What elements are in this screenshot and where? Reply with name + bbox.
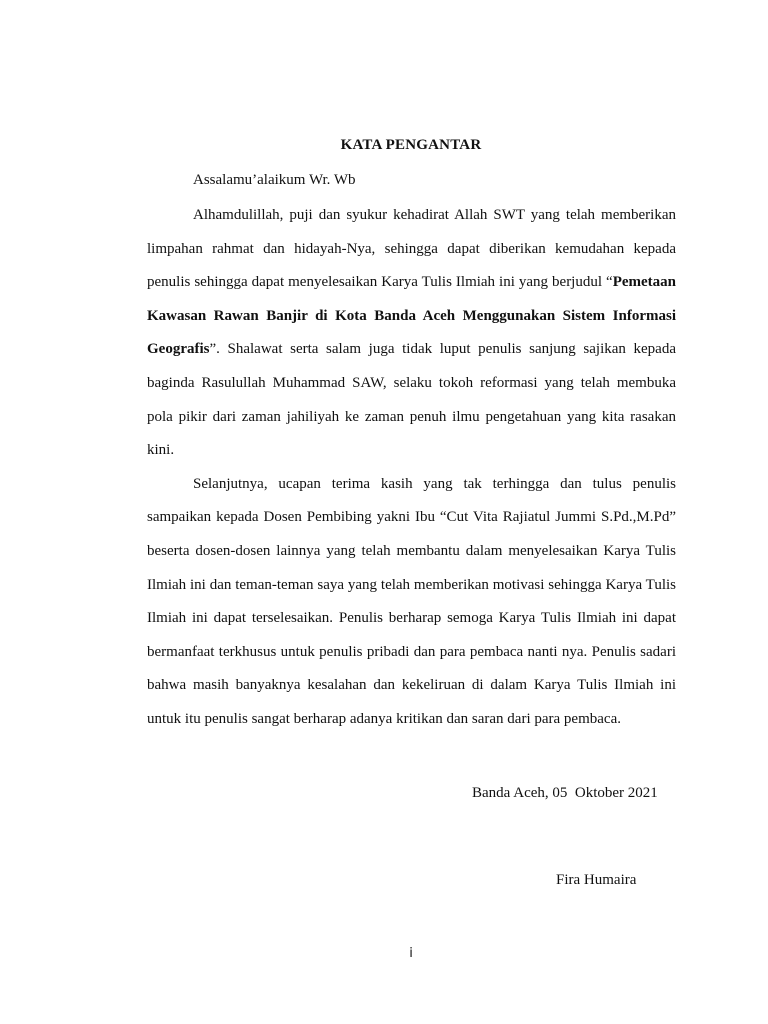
- salutation: Assalamu’alaikum Wr. Wb: [193, 172, 356, 188]
- author-name: Fira Humaira: [556, 872, 637, 888]
- paragraph1-text-end: ”. Shalawat serta salam juga tidak luput penulis sanjung sajikan kepada baginda Rasulullah Muhammad SAW, selaku tokoh reformasi yang telah membuka pola pikir dari zaman jahiliyah ke zaman penuh ilmu pengetahuan yang kita rasakan kini.: [147, 341, 676, 459]
- body-text: [147, 199, 676, 737]
- page-title: KATA PENGANTAR: [340, 137, 482, 153]
- page-number: i: [409, 946, 413, 961]
- thesis-title: Pemetaan Kawasan Rawan Banjir di Kota Banda Aceh Menggunakan Sistem Informasi Geografis: [147, 274, 676, 358]
- place-date: Banda Aceh, 05 Oktober 2021: [472, 785, 658, 801]
- paragraph-thanks: Selanjutnya, ucapan terima kasih yang tak terhingga dan tulus penulis sampaikan kepada Dosen Pembibing yakni Ibu “Cut Vita Rajiatul Jummi S.Pd.,M.Pd” beserta dosen-dosen lainnya yang telah membantu dalam menyelesaikan Karya Tulis Ilmiah ini dan teman-teman saya yang telah memberikan motivasi sehingga Karya Tulis Ilmiah ini dapat terselesaikan. Penulis berharap semoga Karya Tulis Ilmiah ini dapat bermanfaat terkhusus untuk penulis pribadi dan para pembaca nanti nya. Penulis sadari bahwa masih banyaknya kesalahan dan kekeliruan di dalam Karya Tulis Ilmiah ini untuk itu penulis sangat berharap adanya kritikan dan saran dari para pembaca.: [147, 475, 676, 727]
- paragraph-acknowledgement: [147, 199, 676, 468]
- paragraph1-text-start: Alhamdulillah, puji dan syukur kehadirat Allah SWT yang telah memberikan limpahan rahmat dan hidayah-Nya, sehingga dapat diberikan kemudahan kepada penulis sehingga dapat menyelesaikan Karya Tulis Ilmiah ini yang berjudul “: [147, 207, 676, 291]
